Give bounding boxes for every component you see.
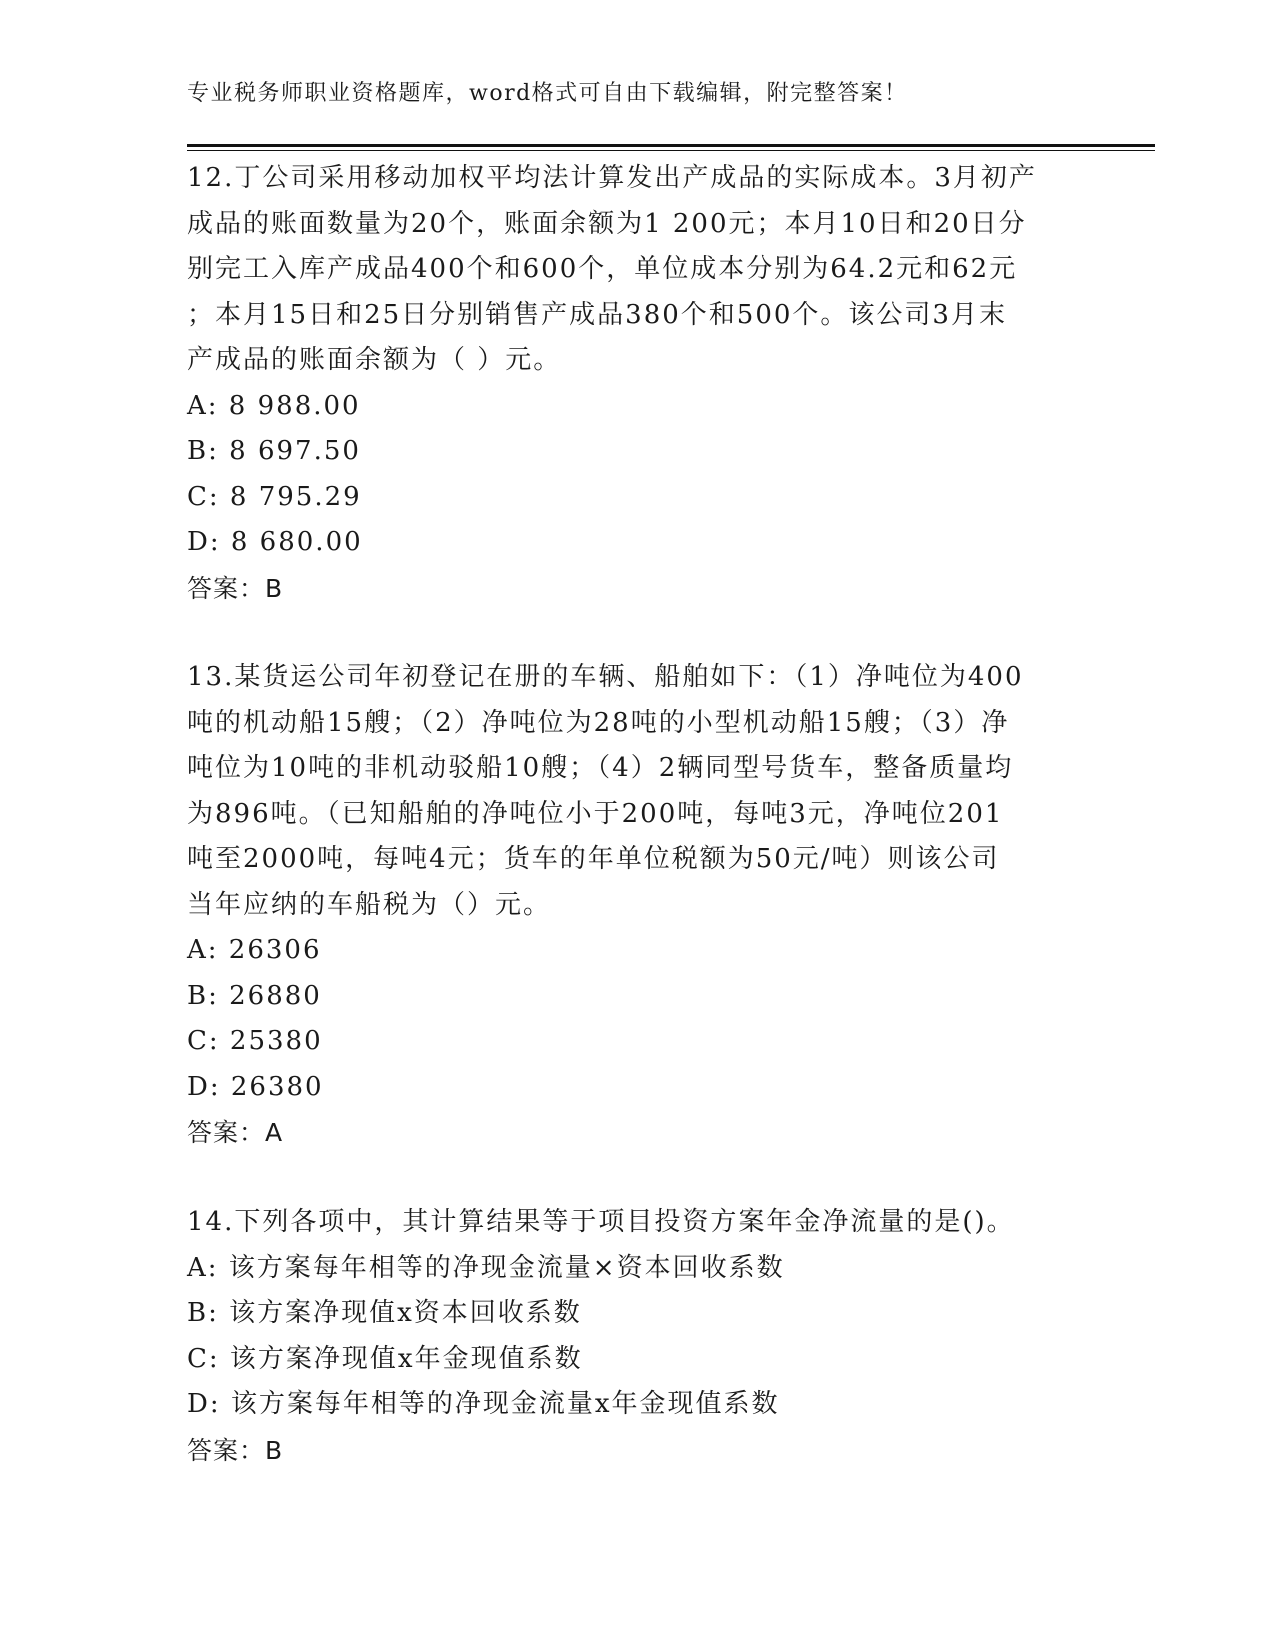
option-a: A: 26306	[187, 935, 322, 965]
option-a: A: 该方案每年相等的净现金流量×资本回收系数	[187, 1252, 785, 1283]
question-text-line: 成品的账面数量为20个，账面余额为1 200元；本月10日和20日分	[187, 208, 1027, 239]
answer: 答案：B	[187, 573, 284, 603]
option-d: D: 26380	[187, 1071, 324, 1102]
question-14	[187, 1200, 1067, 1473]
question-text-line: 14.下列各项中，其计算结果等于项目投资方案年金净流量的是()。	[187, 1207, 1015, 1237]
page-header: 专业税务师职业资格题库，word格式可自由下载编辑，附完整答案！	[187, 81, 908, 106]
option-c: C: 该方案净现值x年金现值系数	[187, 1343, 583, 1374]
question-text-line: 产成品的账面余额为（ ）元。	[187, 345, 562, 375]
option-c: C: 25380	[187, 1026, 323, 1056]
question-text-line: 12.丁公司采用移动加权平均法计算发出产成品的实际成本。3月初产	[187, 163, 1037, 193]
option-b: B: 8 697.50	[187, 436, 361, 466]
header-rule-thin	[187, 150, 1155, 151]
option-d: D: 该方案每年相等的净现金流量x年金现值系数	[187, 1389, 780, 1419]
question-text-line: 吨的机动船15艘；（2）净吨位为28吨的小型机动船15艘；（3）净	[187, 707, 1010, 738]
question-text-line: 13.某货运公司年初登记在册的车辆、船舶如下：（1）净吨位为400	[187, 662, 1024, 692]
question-text-line: 吨至2000吨，每吨4元；货车的年单位税额为50元/吨）则该公司	[187, 844, 1000, 874]
question-text-line: ；本月15日和25日分别销售产成品380个和500个。该公司3月末	[187, 299, 1007, 330]
question-12	[187, 156, 1067, 611]
question-text-line: 吨位为10吨的非机动驳船10艘；（4）2辆同型号货车，整备质量均	[187, 753, 1014, 783]
answer: 答案：A	[187, 1118, 284, 1147]
option-a: A: 8 988.00	[187, 390, 361, 421]
option-d: D: 8 680.00	[187, 527, 363, 557]
question-text-line: 别完工入库产成品400个和600个，单位成本分别为64.2元和62元	[187, 254, 1018, 284]
header-rule-thick	[187, 144, 1155, 147]
question-13	[187, 655, 1067, 1156]
question-text-line: 当年应纳的车船税为（）元。	[187, 889, 552, 920]
option-b: B: 该方案净现值x资本回收系数	[187, 1298, 582, 1328]
answer: 答案：B	[187, 1435, 284, 1465]
question-text-line: 为896吨。（已知船舶的净吨位小于200吨，每吨3元，净吨位201	[187, 798, 1004, 829]
option-b: B: 26880	[187, 980, 322, 1011]
option-c: C: 8 795.29	[187, 481, 362, 512]
